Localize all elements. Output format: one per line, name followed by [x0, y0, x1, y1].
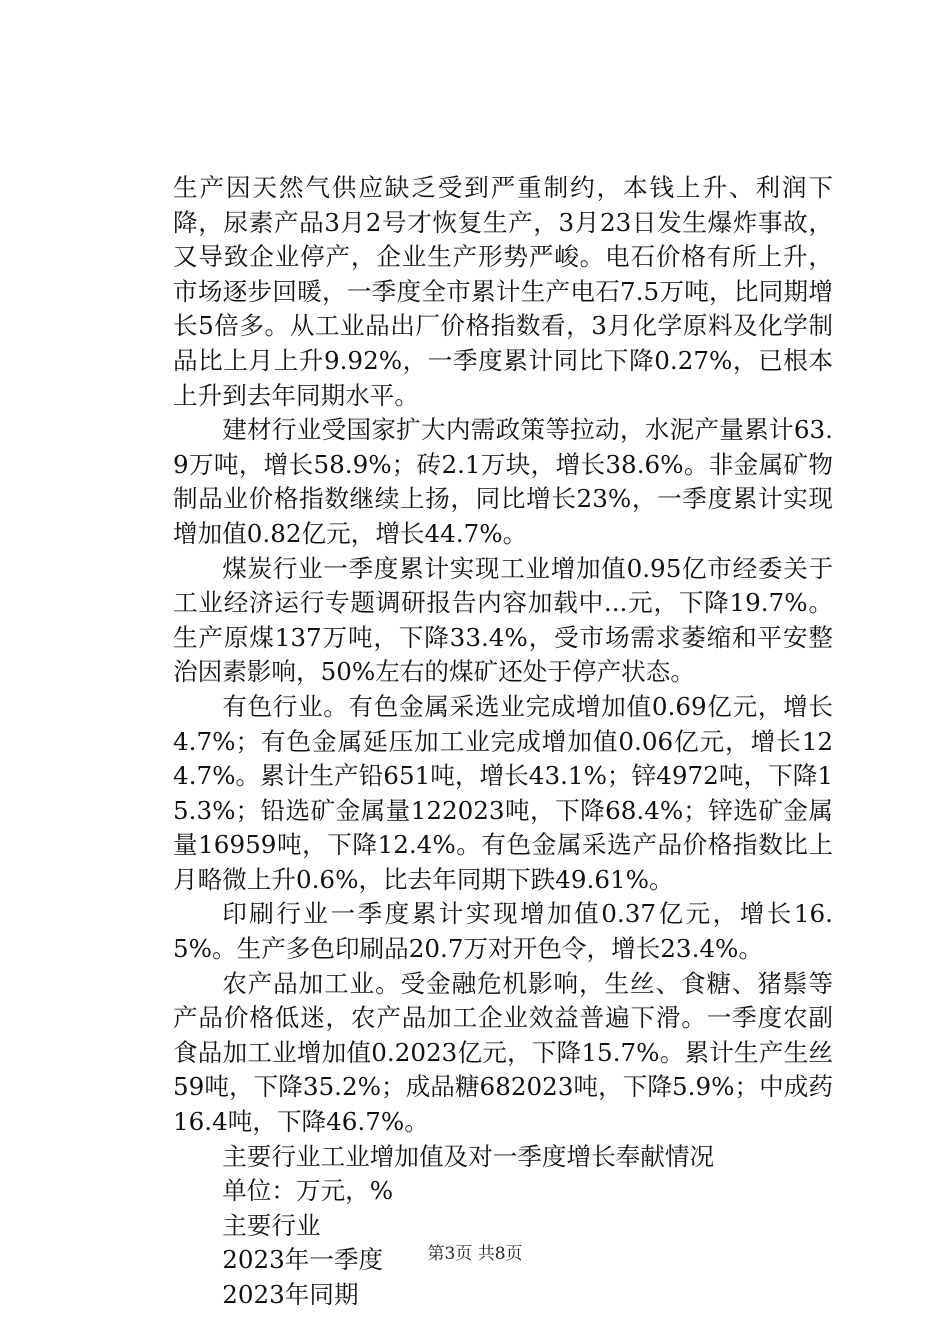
table-header-same-period: 2023年同期	[222, 1280, 359, 1309]
table-title: 主要行业工业增加值及对一季度增长奉献情况	[222, 1141, 715, 1171]
paragraph-coal-industry: 煤炭行业一季度累计实现工业增加值0.95亿市经委关于工业经济运行专题调研报告内容加载中...元，下降19.7%。生产原煤137万吨，下降33.4%，受市场需求萎缩和平安整治因素影响，50%左右的煤矿还处于停产状态。	[173, 553, 833, 687]
paragraph-nonferrous-industry: 有色行业。有色金属采选业完成增加值0.69亿元，增长4.7%；有色金属延压加工业完成增加值0.06亿元，增长124.7%。累计生产铅651吨，增长43.1%；锌4972吨，下降15.3%；铅选矿金属量122023吨，下降68.4%；锌选矿金属量16959吨，下降12.4%。有色金属采选产品价格指数比上月略微上升0.6%，比去年同期下跌49.61%。	[173, 691, 833, 894]
table-header-current-quarter: 2023年一季度	[222, 1245, 384, 1275]
paragraph-agricultural-processing: 农产品加工业。受金融危机影响，生丝、食糖、猪鬃等产品价格低迷，农产品加工企业效益普遍下滑。一季度农副食品加工业增加值0.2023亿元，下降15.7%。累计生产生丝59吨，下降35.2%；成品糖682023吨，下降5.9%；中成药16.4吨，下降46.7%。	[173, 968, 833, 1137]
table-unit: 单位：万元，%	[222, 1176, 394, 1206]
paragraph-chemical-industry: 生产因天然气供应缺乏受到严重制约，本钱上升、利润下降，尿素产品3月2号才恢复生产，3月23日发生爆炸事故，又导致企业停产，企业生产形势严峻。电石价格有所上升，市场逐步回暖，一季度全市累计生产电石7.5万吨，比同期增长5倍多。从工业品出厂价格指数看，3月化学原料及化学制品比上月上升9.92%，一季度累计同比下降0.27%，已根本上升到去年同期水平。	[173, 173, 833, 410]
page-footer: 第3页 共8页	[427, 1244, 523, 1264]
document-body	[173, 171, 833, 1313]
table-header-industry: 主要行业	[222, 1210, 321, 1240]
paragraph-printing-industry: 印刷行业一季度累计实现增加值0.37亿元，增长16.5%。生产多色印刷品20.7万对开色令，增长23.4%。	[173, 899, 833, 964]
paragraph-building-materials: 建材行业受国家扩大内需政策等拉动，水泥产量累计63.9万吨，增长58.9%；砖2.1万块，增长38.6%。非金属矿物制品业价格指数继续上扬，同比增长23%，一季度累计实现增加值0.82亿元，增长44.7%。	[173, 415, 833, 548]
